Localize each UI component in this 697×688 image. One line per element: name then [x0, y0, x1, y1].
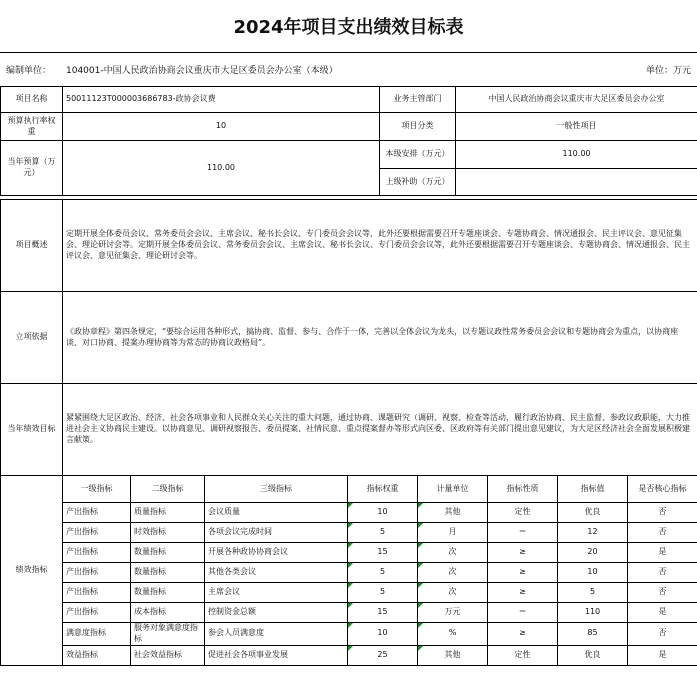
indicator-cell: 促进社会各项事业发展	[205, 645, 348, 665]
own-value: 110.00	[456, 141, 697, 169]
indicator-row	[1, 523, 697, 543]
indicator-cell: 否	[628, 583, 697, 603]
indicator-cell: 产出指标	[63, 563, 131, 583]
indicator-row	[1, 563, 697, 583]
org-value: 104001-中国人民政治协商会议重庆市大足区委员会办公室（本级）	[66, 65, 338, 76]
indicator-cell: 10	[348, 623, 418, 646]
indicator-cell: ≥	[488, 543, 558, 563]
overview-text: 定期开展全体委员会议、常务委员会会议、主席会议、秘书长会议、专门委员会会议等，此外还要根据需要召开专题座谈会、专题协商会、情况通报会、民主评议会、意见征集会、理论研讨会等。定期开展全体委员会议、常务委员会会议、主席会议、秘书长会议、专门委员会会议等，此外还要根据需要召开专题座谈会、专题协商会、情况通报会、民主评议会、意见征集会、理论研讨会等。	[63, 200, 697, 292]
indicator-cell: 是	[628, 543, 697, 563]
project-name-value: 50011123T000003686783-政协会议费	[63, 87, 380, 113]
page-title: 2024年项目支出绩效目标表	[233, 17, 464, 38]
indicator-cell: ≥	[488, 563, 558, 583]
indicator-cell: 20	[558, 543, 628, 563]
indicator-cell: 会议质量	[205, 503, 348, 523]
indicator-header-2: 三级指标	[205, 476, 348, 503]
indicator-row	[1, 543, 697, 563]
indicator-cell: 定性	[488, 503, 558, 523]
indicator-row	[1, 503, 697, 523]
indicator-cell: 否	[628, 623, 697, 646]
indicator-row	[1, 645, 697, 665]
category-value: 一般性项目	[456, 113, 697, 141]
indicator-cell: 主席会议	[205, 583, 348, 603]
own-label: 本级安排（万元）	[380, 141, 456, 169]
indicator-cell: 产出指标	[63, 603, 131, 623]
indicator-cell: 数量指标	[131, 583, 205, 603]
indicator-cell: 社会效益指标	[131, 645, 205, 665]
indicator-cell: 次	[418, 563, 488, 583]
indicator-cell: 10	[558, 563, 628, 583]
project-name-label: 项目名称	[1, 87, 63, 113]
unit-label: 单位：万元	[645, 65, 691, 76]
title-divider	[0, 52, 697, 53]
indicator-cell: 15	[348, 603, 418, 623]
indicator-cell: 产出指标	[63, 543, 131, 563]
indicator-cell: 产出指标	[63, 583, 131, 603]
indicator-header-4: 计量单位	[418, 476, 488, 503]
budget-label: 当年预算（万元）	[1, 141, 63, 196]
indicator-cell: 定性	[488, 645, 558, 665]
indicator-header-5: 指标性质	[488, 476, 558, 503]
indicator-cell: %	[418, 623, 488, 646]
indicator-row	[1, 623, 697, 646]
indicator-cell: 5	[348, 583, 418, 603]
indicator-cell: 5	[348, 563, 418, 583]
indicator-cell: 服务对象满意度指标	[131, 623, 205, 646]
indicator-cell: 否	[628, 563, 697, 583]
indicator-cell: 其他	[418, 645, 488, 665]
indicator-table	[0, 475, 697, 666]
description-table	[0, 199, 697, 476]
indicator-cell: 10	[348, 503, 418, 523]
exec-weight-label: 预算执行率权重	[1, 113, 63, 141]
project-info-table	[0, 86, 697, 196]
indicator-cell: 参会人员满意度	[205, 623, 348, 646]
indicator-header-3: 指标权重	[348, 476, 418, 503]
indicator-cell: 控制资金总额	[205, 603, 348, 623]
indicator-cell: 产出指标	[63, 503, 131, 523]
indicator-cell: 数量指标	[131, 563, 205, 583]
indicator-cell: 满意度指标	[63, 623, 131, 646]
indicator-cell: 其他	[418, 503, 488, 523]
indicator-cell: 效益指标	[63, 645, 131, 665]
indicator-cell: 否	[628, 523, 697, 543]
indicator-cell: 月	[418, 523, 488, 543]
indicator-cell: 成本指标	[131, 603, 205, 623]
indicator-header-1: 二级指标	[131, 476, 205, 503]
indicator-cell: 85	[558, 623, 628, 646]
org-label: 编制单位：	[6, 65, 52, 76]
indicator-cell: ＝	[488, 523, 558, 543]
indicator-cell: 是	[628, 603, 697, 623]
dept-label: 业务主管部门	[380, 87, 456, 113]
indicator-cell: 开展各种政协协商会议	[205, 543, 348, 563]
indicator-cell: 5	[558, 583, 628, 603]
indicator-cell: ≥	[488, 583, 558, 603]
indicator-cell: 否	[628, 503, 697, 523]
indicator-cell: 次	[418, 543, 488, 563]
goal-label: 当年绩效目标	[1, 384, 63, 476]
indicator-cell: 5	[348, 523, 418, 543]
indicator-cell: 次	[418, 583, 488, 603]
indicator-cell: 优良	[558, 645, 628, 665]
indicator-row	[1, 603, 697, 623]
indicator-header-7: 是否核心指标	[628, 476, 697, 503]
indicator-cell: 质量指标	[131, 503, 205, 523]
indicator-cell: 25	[348, 645, 418, 665]
indicator-cell: 万元	[418, 603, 488, 623]
indicator-cell: 数量指标	[131, 543, 205, 563]
indicator-cell: 15	[348, 543, 418, 563]
dept-value: 中国人民政治协商会议重庆市大足区委员会办公室	[456, 87, 697, 113]
indicator-header-6: 指标值	[558, 476, 628, 503]
basis-text: 《政协章程》第四条规定，“要综合运用各种形式，搞协商、监督、参与、合作于一体，完善以全体会议为龙头，以专题议政性常务委员会会议和专题协商会为重点，以协商座谈、对口协商、提案办理协商等为常态的协商议政格局”。	[63, 292, 697, 384]
category-label: 项目分类	[380, 113, 456, 141]
indicator-cell: 时效指标	[131, 523, 205, 543]
upper-label: 上级补助（万元）	[380, 169, 456, 196]
indicators-label: 绩效指标	[1, 476, 63, 666]
exec-weight-value: 10	[63, 113, 380, 141]
indicator-cell: 是	[628, 645, 697, 665]
indicator-cell: 12	[558, 523, 628, 543]
indicator-cell: ≥	[488, 623, 558, 646]
indicator-cell: 优良	[558, 503, 628, 523]
basis-label: 立项依据	[1, 292, 63, 384]
indicator-cell: 110	[558, 603, 628, 623]
indicator-cell: 各项会议完成时间	[205, 523, 348, 543]
indicator-cell: 产出指标	[63, 523, 131, 543]
budget-value: 110.00	[63, 141, 380, 196]
goal-text: 紧紧围绕大足区政治、经济、社会各项事业和人民群众关心关注的重大问题，通过协商、课题研究（调研、视察、检查等活动，履行政治协商、民主监督、参政议政职能，大力推进社会主义协商民主建设。以协商意见、调研视察报告、委员提案、社情民意、重点提案督办等形式向区委、区政府等有关部门提出意见建议，为大足区经济社会全面发展积极建言献策。	[63, 384, 697, 476]
upper-value	[456, 169, 697, 196]
indicator-cell: 其他各类会议	[205, 563, 348, 583]
indicator-header-0: 一级指标	[63, 476, 131, 503]
indicator-cell: ＝	[488, 603, 558, 623]
indicator-row	[1, 583, 697, 603]
overview-label: 项目概述	[1, 200, 63, 292]
